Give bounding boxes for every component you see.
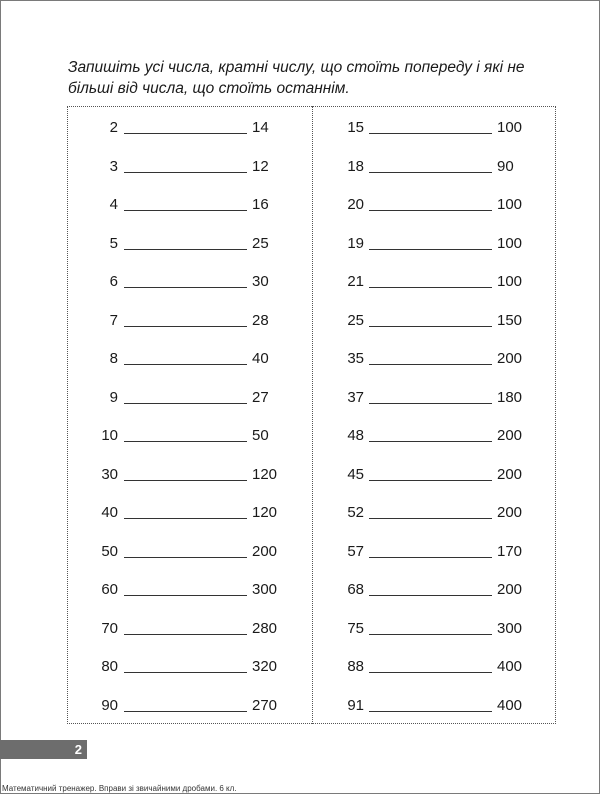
end-number: 200 <box>497 504 523 521</box>
start-number: 75 <box>347 620 364 637</box>
start-number: 40 <box>101 504 118 521</box>
end-number: 16 <box>252 196 269 213</box>
exercise-row <box>0 696 600 716</box>
end-number: 50 <box>252 427 269 444</box>
end-number: 300 <box>252 581 278 598</box>
end-number: 28 <box>252 312 269 329</box>
exercise-row <box>0 272 600 292</box>
end-number: 320 <box>252 658 278 675</box>
end-number: 100 <box>497 273 523 290</box>
exercise-row <box>0 234 600 254</box>
start-number: 57 <box>347 543 364 560</box>
end-number: 200 <box>252 543 278 560</box>
end-number: 27 <box>252 389 269 406</box>
page-number: 2 <box>74 742 82 757</box>
start-number: 15 <box>347 119 364 136</box>
start-number: 9 <box>109 389 118 406</box>
start-number: 18 <box>347 158 364 175</box>
answer-line[interactable] <box>369 326 492 327</box>
start-number: 37 <box>347 389 364 406</box>
page-number-tab <box>0 740 87 759</box>
start-number: 90 <box>101 697 118 714</box>
start-number: 25 <box>347 312 364 329</box>
start-number: 48 <box>347 427 364 444</box>
end-number: 200 <box>497 581 523 598</box>
end-number: 270 <box>252 697 278 714</box>
exercise-row <box>0 657 600 677</box>
exercise-row <box>0 465 600 485</box>
start-number: 52 <box>347 504 364 521</box>
exercise-row <box>0 349 600 369</box>
start-number: 6 <box>109 273 118 290</box>
start-number: 2 <box>109 119 118 136</box>
start-number: 70 <box>101 620 118 637</box>
answer-line[interactable] <box>369 557 492 558</box>
exercise-row <box>0 157 600 177</box>
start-number: 30 <box>101 466 118 483</box>
exercise-row <box>0 118 600 138</box>
answer-line[interactable] <box>369 172 492 173</box>
start-number: 8 <box>109 350 118 367</box>
end-number: 400 <box>497 658 523 675</box>
start-number: 60 <box>101 581 118 598</box>
exercise-row <box>0 542 600 562</box>
answer-line[interactable] <box>369 672 492 673</box>
end-number: 120 <box>252 504 278 521</box>
answer-line[interactable] <box>369 210 492 211</box>
exercise-row <box>0 426 600 446</box>
answer-line[interactable] <box>369 364 492 365</box>
answer-line[interactable] <box>369 403 492 404</box>
exercise-row <box>0 503 600 523</box>
start-number: 35 <box>347 350 364 367</box>
answer-line[interactable] <box>369 480 492 481</box>
start-number: 45 <box>347 466 364 483</box>
start-number: 68 <box>347 581 364 598</box>
end-number: 100 <box>497 235 523 252</box>
end-number: 200 <box>497 466 523 483</box>
answer-line[interactable] <box>369 287 492 288</box>
exercise-row <box>0 311 600 331</box>
answer-line[interactable] <box>369 518 492 519</box>
end-number: 400 <box>497 697 523 714</box>
end-number: 170 <box>497 543 523 560</box>
end-number: 200 <box>497 350 523 367</box>
end-number: 40 <box>252 350 269 367</box>
start-number: 20 <box>347 196 364 213</box>
exercise-row <box>0 619 600 639</box>
answer-line[interactable] <box>369 711 492 712</box>
end-number: 100 <box>497 196 523 213</box>
answer-line[interactable] <box>369 595 492 596</box>
start-number: 10 <box>101 427 118 444</box>
end-number: 120 <box>252 466 278 483</box>
end-number: 25 <box>252 235 269 252</box>
instruction-text: Запишіть усі числа, кратні числу, що стоїть попереду і які не більші від числа, що стоїть останнім. <box>68 59 525 97</box>
end-number: 280 <box>252 620 278 637</box>
start-number: 7 <box>109 312 118 329</box>
start-number: 91 <box>347 697 364 714</box>
start-number: 5 <box>109 235 118 252</box>
start-number: 4 <box>109 196 118 213</box>
exercise-row <box>0 388 600 408</box>
start-number: 21 <box>347 273 364 290</box>
start-number: 80 <box>101 658 118 675</box>
answer-line[interactable] <box>369 634 492 635</box>
end-number: 30 <box>252 273 269 290</box>
end-number: 14 <box>252 119 269 136</box>
answer-line[interactable] <box>369 441 492 442</box>
start-number: 88 <box>347 658 364 675</box>
end-number: 300 <box>497 620 523 637</box>
end-number: 12 <box>252 158 269 175</box>
end-number: 150 <box>497 312 523 329</box>
footer-text: Математичний тренажер. Вправи зі звичайними дробами. 6 кл. <box>2 784 237 793</box>
exercise-row <box>0 195 600 215</box>
start-number: 3 <box>109 158 118 175</box>
end-number: 100 <box>497 119 523 136</box>
start-number: 19 <box>347 235 364 252</box>
exercise-row <box>0 580 600 600</box>
end-number: 90 <box>497 158 514 175</box>
end-number: 200 <box>497 427 523 444</box>
end-number: 180 <box>497 389 523 406</box>
answer-line[interactable] <box>369 133 492 134</box>
answer-line[interactable] <box>369 249 492 250</box>
start-number: 50 <box>101 543 118 560</box>
